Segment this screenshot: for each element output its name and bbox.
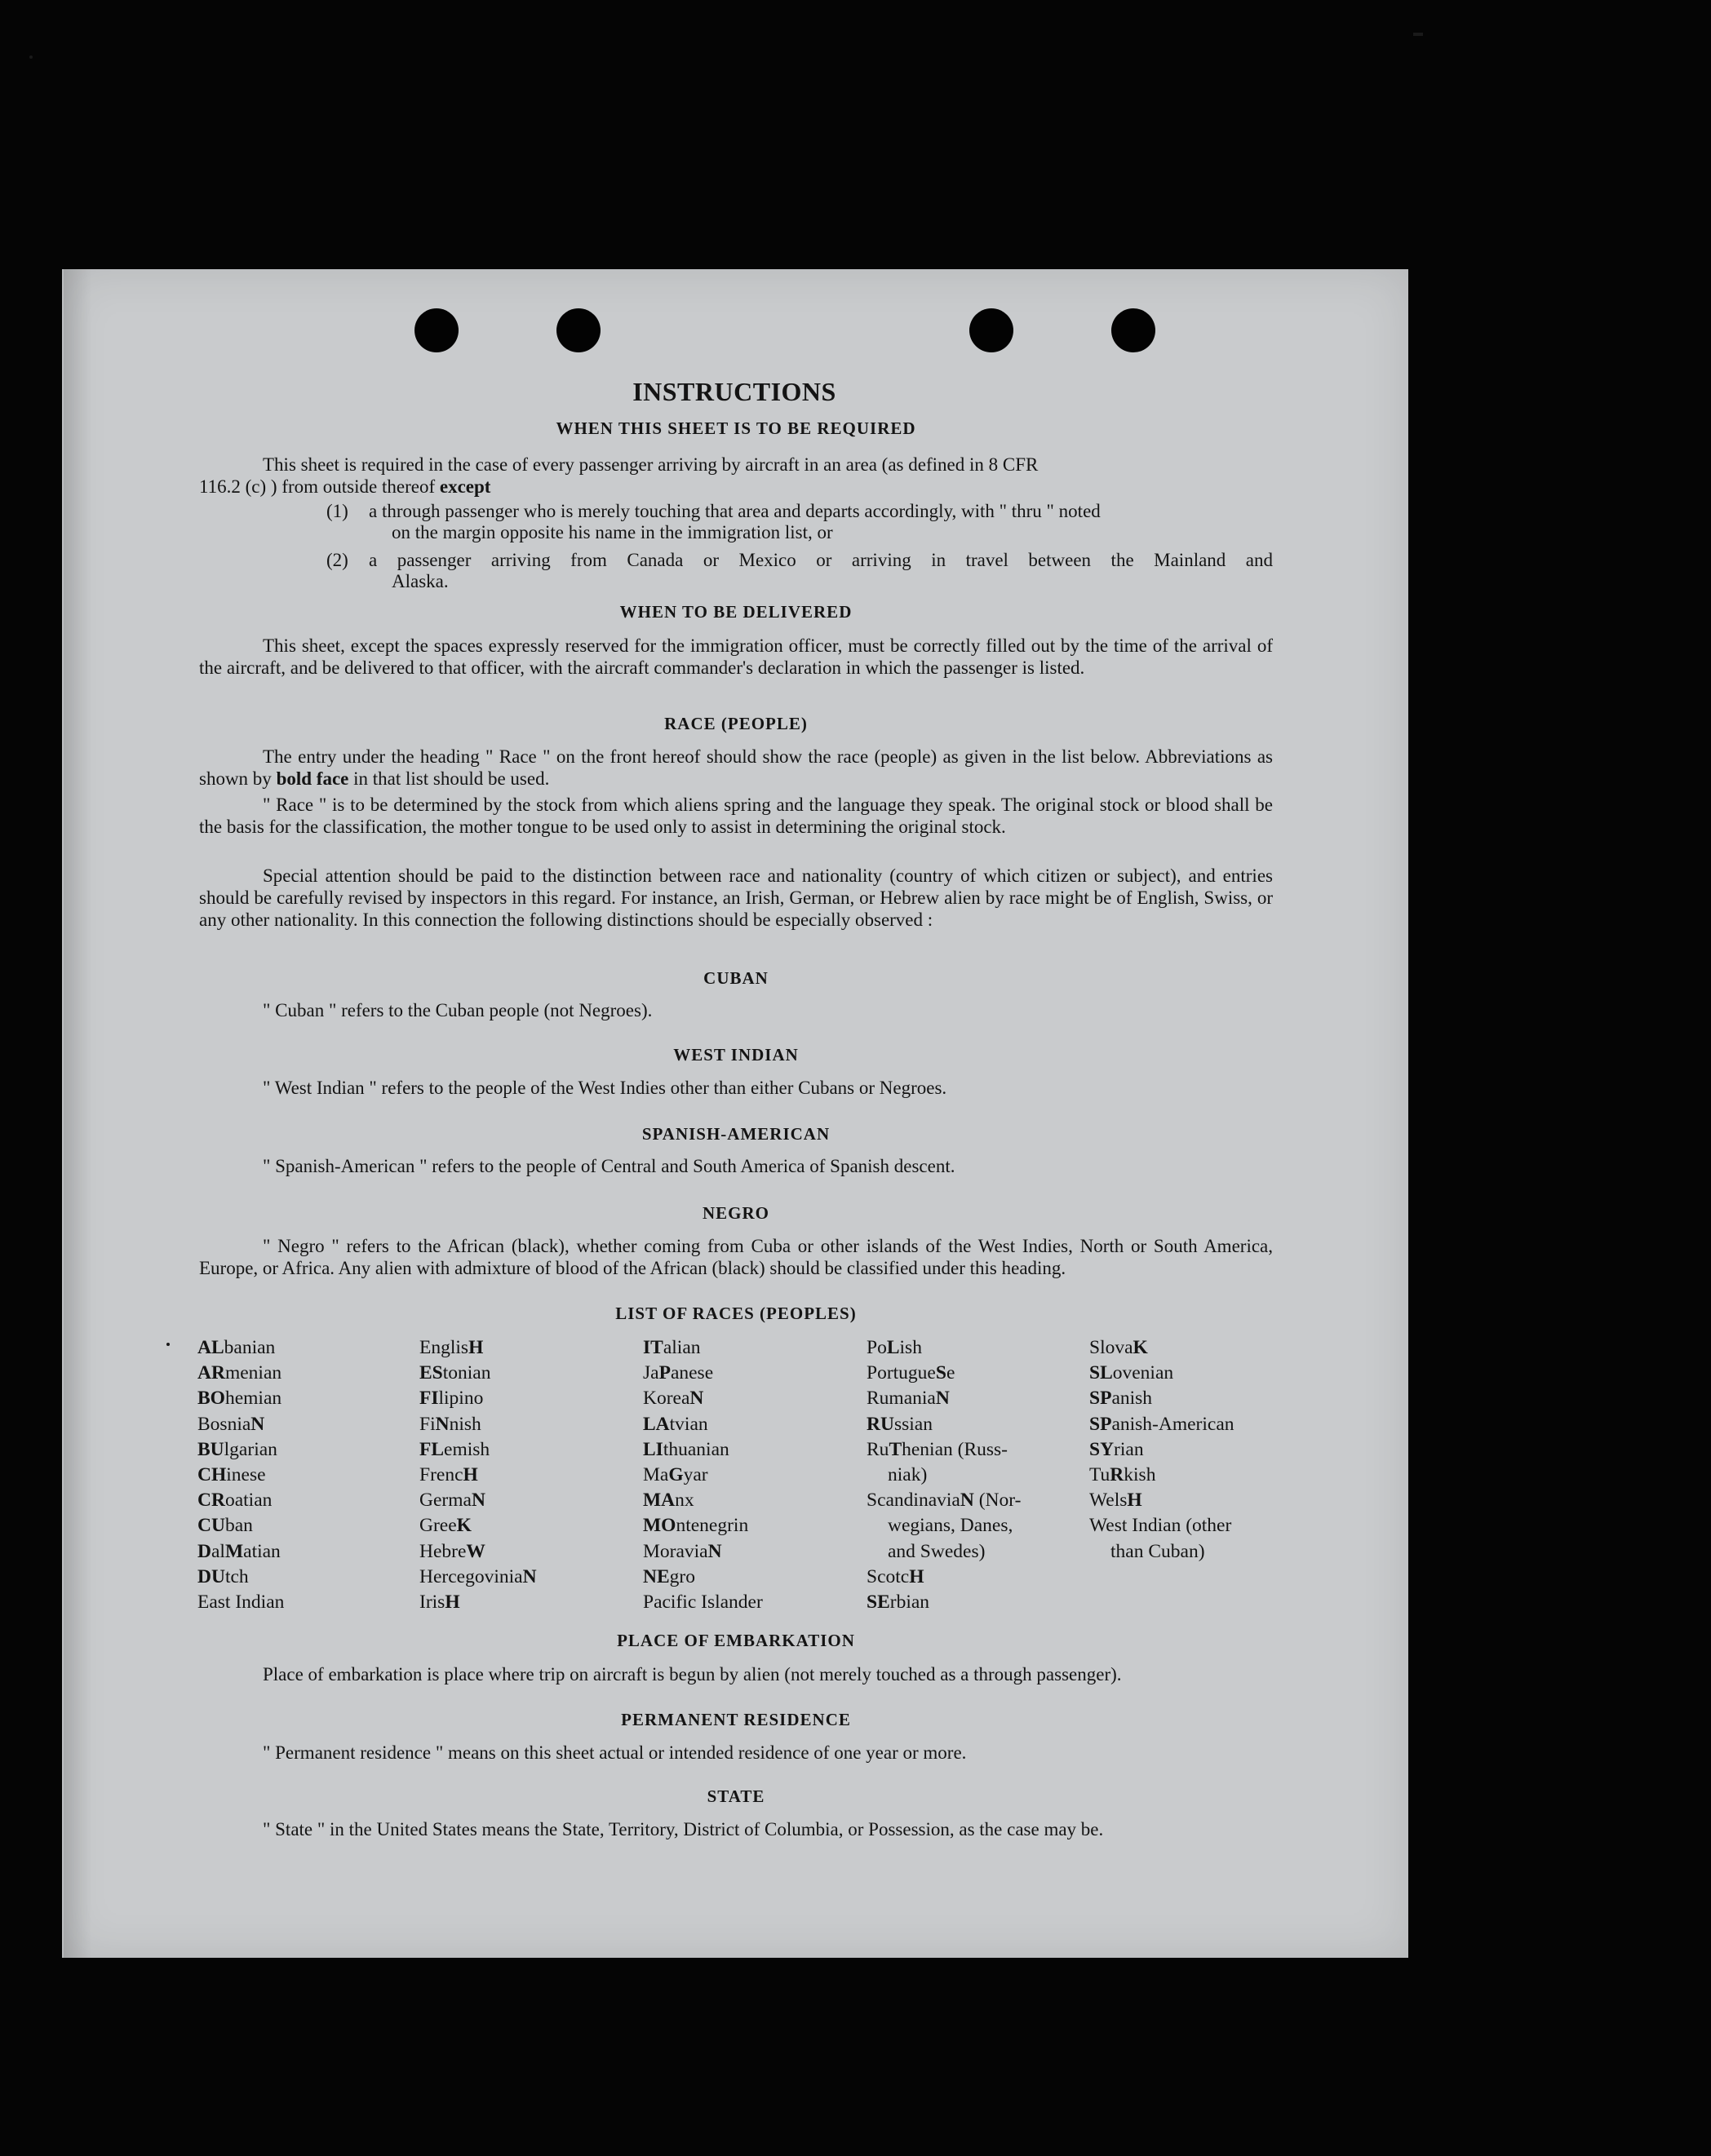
race-text-1 bbox=[199, 746, 1273, 790]
race-text: tch bbox=[224, 1565, 249, 1587]
race-text: atian bbox=[243, 1540, 281, 1562]
race-text: Scotc bbox=[867, 1565, 910, 1587]
race-entry bbox=[419, 1386, 537, 1411]
race-entry bbox=[419, 1361, 537, 1386]
race-text: banian bbox=[224, 1337, 276, 1358]
race-text: and Swedes) bbox=[888, 1540, 986, 1562]
race-entry bbox=[1089, 1361, 1234, 1386]
race-column-4 bbox=[867, 1335, 1021, 1615]
race-entry bbox=[419, 1437, 537, 1463]
race-text: Ja bbox=[643, 1362, 659, 1384]
cuban-text: " Cuban " refers to the Cuban people (not Negroes). bbox=[263, 1000, 653, 1020]
race-entry bbox=[1089, 1513, 1234, 1538]
race-text: lipino bbox=[438, 1388, 484, 1410]
race-text: tonian bbox=[442, 1362, 491, 1384]
race-entry bbox=[867, 1590, 1021, 1615]
race-entry bbox=[867, 1412, 1021, 1437]
race-abbreviation: L bbox=[886, 1337, 900, 1358]
race-entry bbox=[1089, 1412, 1234, 1437]
race-text: alian bbox=[663, 1337, 701, 1358]
race-entry bbox=[643, 1463, 763, 1488]
race-entry bbox=[197, 1513, 284, 1538]
race-abbreviation: SE bbox=[867, 1592, 890, 1614]
race-abbreviation: H bbox=[463, 1464, 478, 1486]
race-abbreviation: SP bbox=[1089, 1388, 1112, 1410]
race-entry bbox=[197, 1361, 284, 1386]
race-abbreviation: P bbox=[658, 1362, 671, 1384]
race-text: nx bbox=[675, 1490, 694, 1512]
race-text: ish bbox=[899, 1337, 922, 1358]
race-entry bbox=[419, 1539, 537, 1565]
race-abbreviation: ES bbox=[419, 1362, 443, 1384]
race-text: e bbox=[946, 1362, 955, 1384]
race-entry bbox=[643, 1488, 763, 1513]
race-column-2 bbox=[419, 1335, 537, 1615]
race-text: thuanian bbox=[663, 1438, 729, 1460]
spanish-american-text: " Spanish-American " refers to the people of Central and South America of Spanish descent. bbox=[263, 1156, 955, 1176]
heading-cuban: CUBAN bbox=[703, 968, 769, 988]
race-entry bbox=[643, 1386, 763, 1411]
heading-required: WHEN THIS SHEET IS TO BE REQUIRED bbox=[556, 418, 916, 438]
race-text: Po bbox=[867, 1337, 887, 1358]
race-text: Fi bbox=[419, 1413, 436, 1435]
race-abbreviation: LA bbox=[643, 1413, 670, 1435]
race-text-3: Special attention should be paid to the distinction between race and nationality (country of which citizen or subject), and entries should be carefully revised by inspectors in this regard. For instance, an Irish, German, or Hebrew alien by race might be of English, Swiss, or any other nationality. In this connection the following distinctions should be especially observed : bbox=[199, 865, 1273, 930]
race-text: oatian bbox=[224, 1490, 273, 1512]
race-abbreviation: N bbox=[250, 1413, 265, 1435]
race-entry bbox=[867, 1361, 1021, 1386]
race-entry bbox=[419, 1463, 537, 1488]
race-entry bbox=[867, 1565, 1021, 1590]
race-abbreviation: W bbox=[466, 1540, 485, 1562]
race-abbreviation: SL bbox=[1089, 1362, 1113, 1384]
race-abbreviation: AL bbox=[197, 1337, 224, 1358]
race-entry bbox=[419, 1565, 537, 1590]
race-text: kish bbox=[1124, 1464, 1156, 1486]
race-entry bbox=[1089, 1463, 1234, 1488]
race-text: niak) bbox=[888, 1464, 928, 1486]
race-entry bbox=[643, 1513, 763, 1538]
race-text: Bosnia bbox=[197, 1413, 251, 1435]
race-abbreviation: T bbox=[889, 1438, 902, 1460]
race-text: ntenegrin bbox=[676, 1515, 749, 1537]
race-text: anish bbox=[1111, 1388, 1153, 1410]
race-abbreviation: N bbox=[935, 1388, 950, 1410]
required-text-2: 116.2 (c) ) from outside thereof bbox=[199, 476, 436, 497]
race-text: wegians, Danes, bbox=[888, 1515, 1013, 1537]
race-text: Korea bbox=[643, 1388, 690, 1410]
race-text: Iris bbox=[419, 1592, 445, 1614]
race-text: anese bbox=[670, 1362, 714, 1384]
film-speck bbox=[29, 55, 33, 59]
race-entry bbox=[197, 1565, 284, 1590]
race-text-bold: bold face bbox=[276, 768, 349, 789]
race-entry bbox=[643, 1335, 763, 1361]
race-text: Hebre bbox=[419, 1540, 467, 1562]
race-abbreviation: CR bbox=[197, 1490, 225, 1512]
race-abbreviation: MO bbox=[643, 1515, 676, 1537]
race-abbreviation: DU bbox=[197, 1565, 225, 1587]
race-text-2: " Race " is to be determined by the stock from which aliens spring and the language they speak. The original stock or blood shall be the basis for the classification, the mother tongue to be used only to assist in determining the original stock. bbox=[199, 795, 1273, 837]
race-text: Rumania bbox=[867, 1388, 936, 1410]
race-entry bbox=[1089, 1437, 1234, 1463]
race-text: Gree bbox=[419, 1515, 457, 1537]
race-text: yar bbox=[683, 1464, 708, 1486]
race-abbreviation: K bbox=[456, 1515, 472, 1537]
race-abbreviation: R bbox=[1110, 1464, 1124, 1486]
race-abbreviation: IT bbox=[643, 1337, 663, 1358]
race-abbreviation: LI bbox=[643, 1438, 663, 1460]
race-text: nish bbox=[449, 1413, 481, 1435]
heading-residence: PERMANENT RESIDENCE bbox=[621, 1710, 851, 1729]
item2-number: (2) bbox=[326, 550, 348, 570]
film-speck bbox=[1413, 33, 1423, 36]
race-text: West Indian (other bbox=[1089, 1515, 1232, 1537]
race-abbreviation: M bbox=[224, 1540, 244, 1562]
race-entry bbox=[197, 1590, 284, 1615]
race-entry bbox=[867, 1463, 1021, 1488]
race-entry bbox=[419, 1590, 537, 1615]
race-entry bbox=[197, 1386, 284, 1411]
heading-spanish-american: SPANISH-AMERICAN bbox=[641, 1124, 831, 1144]
race-text: ban bbox=[224, 1515, 253, 1537]
race-abbreviation: NE bbox=[643, 1565, 670, 1587]
race-text: emish bbox=[444, 1438, 490, 1460]
race-abbreviation: N bbox=[522, 1565, 537, 1587]
race-text: Pacific Islander bbox=[643, 1592, 763, 1614]
race-abbreviation: AR bbox=[197, 1362, 225, 1384]
race-text: Scandinavia bbox=[867, 1490, 960, 1512]
race-entry bbox=[197, 1437, 284, 1463]
item2 bbox=[369, 550, 1273, 592]
race-abbreviation: CU bbox=[197, 1515, 225, 1537]
item2-line2: Alaska. bbox=[392, 571, 449, 591]
heading-state: STATE bbox=[707, 1786, 765, 1806]
item1-number: (1) bbox=[326, 501, 348, 521]
race-entry bbox=[197, 1335, 284, 1361]
race-entry bbox=[419, 1513, 537, 1538]
race-text: anish-American bbox=[1111, 1413, 1234, 1435]
race-text: ssian bbox=[893, 1413, 933, 1435]
race-abbreviation: N bbox=[435, 1413, 450, 1435]
race-entry bbox=[419, 1488, 537, 1513]
race-text: lgarian bbox=[224, 1438, 277, 1460]
race-text-1c: in that list should be used. bbox=[353, 768, 550, 789]
heading-list-of-races: LIST OF RACES (PEOPLES) bbox=[615, 1304, 857, 1323]
heading-race: RACE (PEOPLE) bbox=[664, 714, 808, 733]
race-entry bbox=[867, 1386, 1021, 1411]
page-title: INSTRUCTIONS bbox=[632, 377, 836, 406]
race-entry bbox=[643, 1565, 763, 1590]
race-abbreviation: N bbox=[960, 1490, 974, 1512]
race-entry bbox=[867, 1335, 1021, 1361]
race-column-3 bbox=[643, 1335, 763, 1615]
race-text-1a: The entry under the heading " Race " on the front hereof should show the race (people) as given in the list below. Abbreviations as shown by bbox=[199, 746, 1273, 789]
race-column-1 bbox=[197, 1335, 284, 1615]
item1-line1: a through passenger who is merely touching that area and departs accordingly, with " thru " noted bbox=[369, 501, 1101, 521]
required-text-line1: This sheet is required in the case of every passenger arriving by aircraft in an area (as defined in 8 CFR bbox=[263, 454, 1039, 475]
race-abbreviation: FL bbox=[419, 1438, 445, 1460]
race-text: Wels bbox=[1089, 1490, 1128, 1512]
required-text-line2 bbox=[199, 476, 1273, 498]
heading-negro: NEGRO bbox=[702, 1203, 769, 1223]
delivered-text: This sheet, except the spaces expressly reserved for the immigration officer, must be correctly filled out by the time of the arrival of the aircraft, and be delivered to that officer, with the aircraft commander's declaration in which the passenger is listed. bbox=[199, 635, 1273, 678]
race-text: ovenian bbox=[1112, 1362, 1174, 1384]
race-entry bbox=[867, 1513, 1021, 1538]
film-speck bbox=[166, 1343, 170, 1346]
race-text: hemian bbox=[224, 1388, 282, 1410]
race-abbreviation: MA bbox=[643, 1490, 676, 1512]
race-abbreviation: N bbox=[471, 1490, 485, 1512]
race-column-5 bbox=[1089, 1335, 1234, 1565]
race-text: inese bbox=[226, 1464, 266, 1486]
race-entry bbox=[419, 1412, 537, 1437]
race-entry bbox=[1089, 1386, 1234, 1411]
required-except: except bbox=[439, 476, 491, 497]
race-entry bbox=[643, 1412, 763, 1437]
race-entry bbox=[197, 1488, 284, 1513]
race-entry bbox=[197, 1539, 284, 1565]
race-entry bbox=[643, 1590, 763, 1615]
race-text: al bbox=[211, 1540, 225, 1562]
race-abbreviation: D bbox=[197, 1540, 211, 1562]
race-text: Moravia bbox=[643, 1540, 708, 1562]
race-abbreviation: BU bbox=[197, 1438, 224, 1460]
race-text: Frenc bbox=[419, 1464, 463, 1486]
embarkation-text: Place of embarkation is place where trip on aircraft is begun by alien (not merely touched as a through passenger). bbox=[263, 1664, 1122, 1685]
race-abbreviation: SP bbox=[1089, 1413, 1112, 1435]
race-entry bbox=[643, 1437, 763, 1463]
race-abbreviation: H bbox=[1127, 1490, 1142, 1512]
state-text: " State " in the United States means the State, Territory, District of Columbia, or Possession, as the case may be. bbox=[263, 1819, 1104, 1839]
race-text: Hercegovinia bbox=[419, 1565, 523, 1587]
race-abbreviation: BO bbox=[197, 1388, 225, 1410]
race-entry bbox=[197, 1412, 284, 1437]
race-abbreviation: H bbox=[468, 1337, 484, 1358]
race-entry bbox=[419, 1335, 537, 1361]
race-entry bbox=[867, 1488, 1021, 1513]
race-text: rian bbox=[1114, 1438, 1144, 1460]
race-entry bbox=[643, 1361, 763, 1386]
race-text: Ma bbox=[643, 1464, 669, 1486]
race-text: Englis bbox=[419, 1337, 469, 1358]
race-entry bbox=[643, 1539, 763, 1565]
race-abbreviation: K bbox=[1133, 1337, 1148, 1358]
race-text: henian (Russ- bbox=[902, 1438, 1008, 1460]
heading-delivered: WHEN TO BE DELIVERED bbox=[619, 602, 853, 622]
item1-line2: on the margin opposite his name in the immigration list, or bbox=[392, 522, 833, 542]
race-text: gro bbox=[669, 1565, 695, 1587]
race-abbreviation: N bbox=[707, 1540, 722, 1562]
race-abbreviation: SY bbox=[1089, 1438, 1115, 1460]
race-abbreviation: H bbox=[909, 1565, 924, 1587]
race-abbreviation: RU bbox=[867, 1413, 894, 1435]
race-text: East Indian bbox=[197, 1592, 285, 1614]
heading-embarkation: PLACE OF EMBARKATION bbox=[617, 1631, 855, 1650]
race-entry bbox=[197, 1463, 284, 1488]
race-text: Germa bbox=[419, 1490, 472, 1512]
race-text: menian bbox=[224, 1362, 282, 1384]
race-entry bbox=[1089, 1539, 1234, 1565]
negro-text: " Negro " refers to the African (black), whether coming from Cuba or other islands of the West Indies, North or South America, Europe, or Africa. Any alien with admixture of blood of the African (black) should be classified under this heading. bbox=[199, 1236, 1273, 1278]
race-text: Ru bbox=[867, 1438, 889, 1460]
race-text: tvian bbox=[669, 1413, 708, 1435]
race-text: Slova bbox=[1089, 1337, 1133, 1358]
race-abbreviation: S bbox=[935, 1362, 946, 1384]
race-abbreviation: G bbox=[668, 1464, 684, 1486]
heading-west-indian: WEST INDIAN bbox=[673, 1045, 799, 1065]
race-entry bbox=[867, 1437, 1021, 1463]
race-entry bbox=[867, 1539, 1021, 1565]
race-text: than Cuban) bbox=[1110, 1540, 1205, 1562]
required-paragraph bbox=[199, 454, 1273, 498]
race-text: Tu bbox=[1089, 1464, 1110, 1486]
race-entry bbox=[1089, 1488, 1234, 1513]
race-text: rbian bbox=[889, 1592, 930, 1614]
race-entry bbox=[1089, 1335, 1234, 1361]
race-abbreviation: H bbox=[445, 1592, 460, 1614]
race-text: (Nor- bbox=[973, 1490, 1022, 1512]
race-abbreviation: FI bbox=[419, 1388, 439, 1410]
race-abbreviation: N bbox=[689, 1388, 704, 1410]
item2-line1: a passenger arriving from Canada or Mexico or arriving in travel between the Mainland and bbox=[369, 550, 1273, 570]
race-abbreviation: CH bbox=[197, 1464, 227, 1486]
residence-text: " Permanent residence " means on this sheet actual or intended residence of one year or more. bbox=[263, 1742, 967, 1763]
race-text: Portugue bbox=[867, 1362, 936, 1384]
west-indian-text: " West Indian " refers to the people of the West Indies other than either Cubans or Negroes. bbox=[263, 1078, 947, 1098]
item1 bbox=[369, 501, 1273, 543]
